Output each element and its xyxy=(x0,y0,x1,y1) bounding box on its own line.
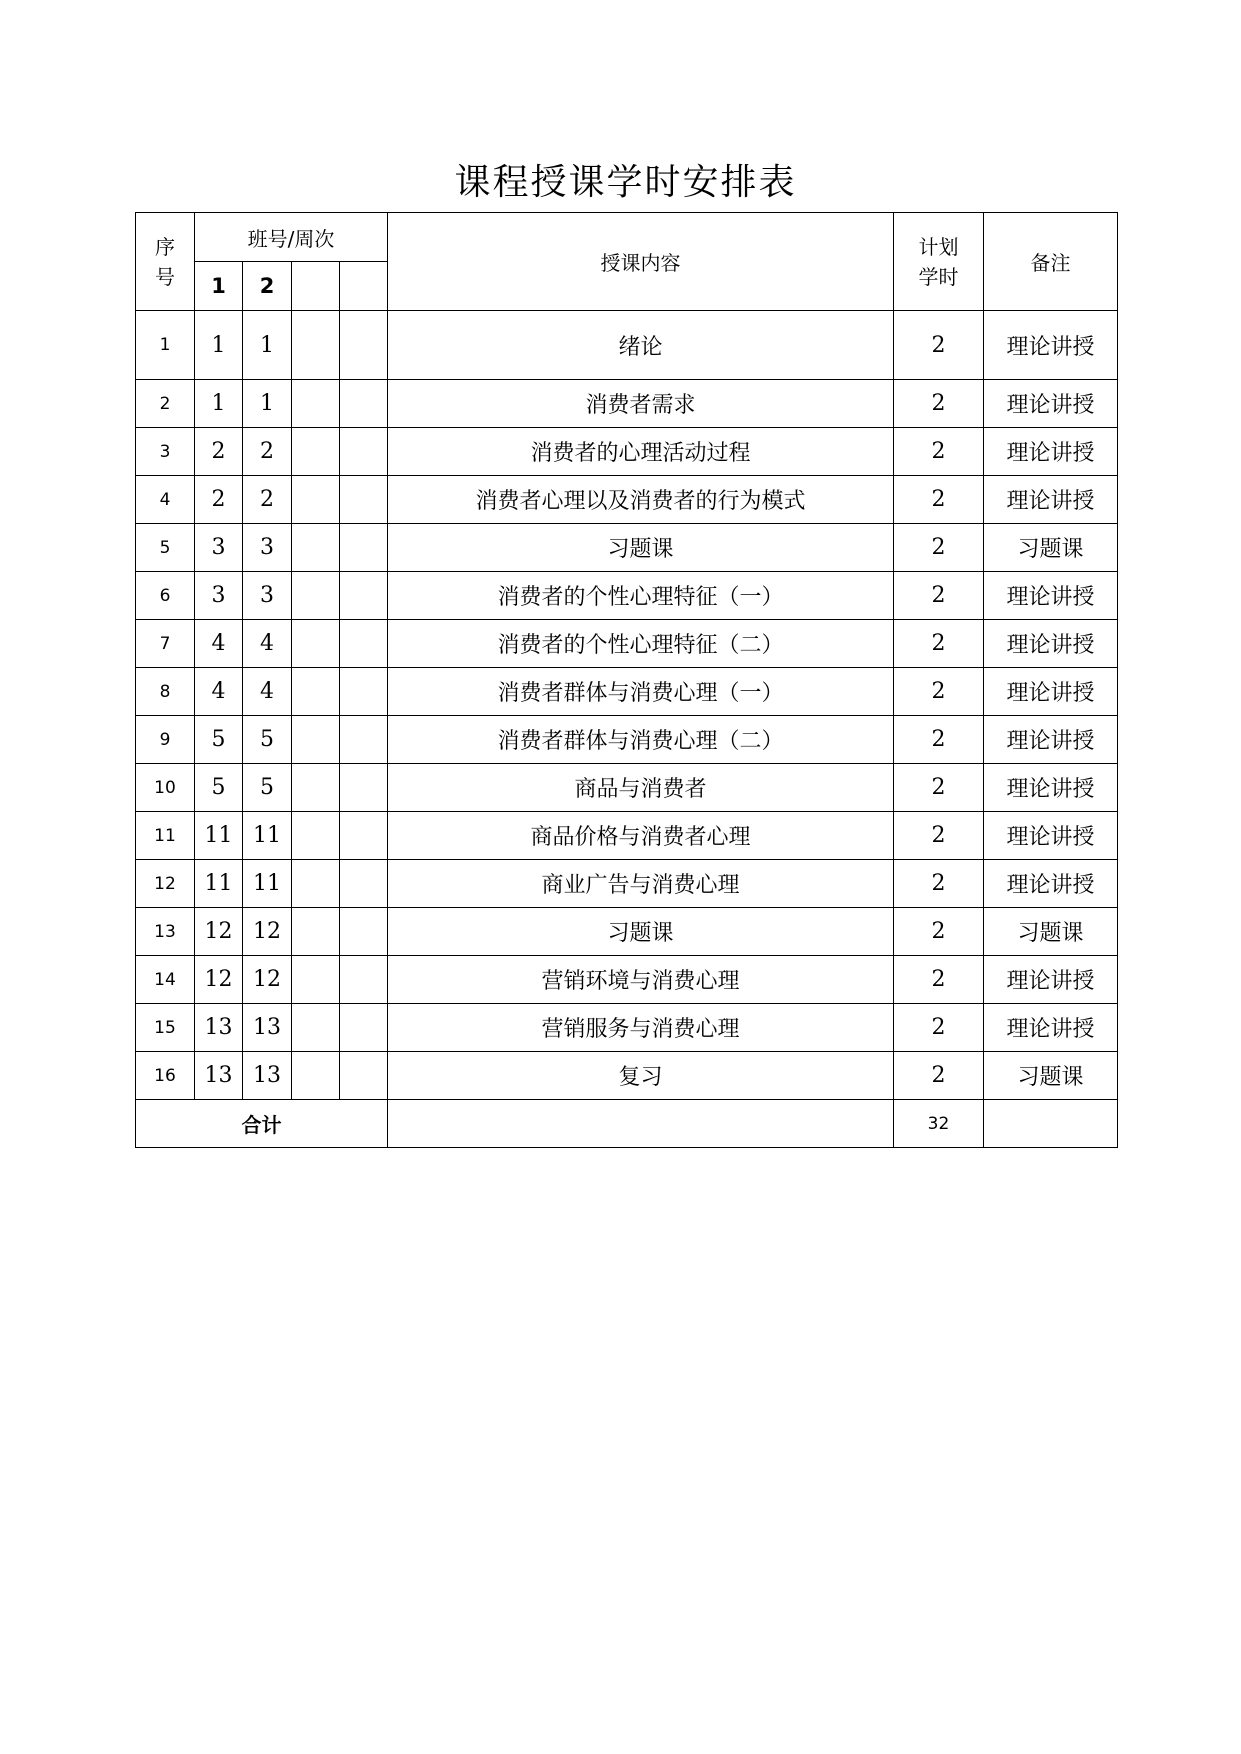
row-class-4 xyxy=(340,620,388,668)
row-class-3 xyxy=(292,764,340,812)
row-class-4 xyxy=(340,716,388,764)
total-hours: 32 xyxy=(894,1100,984,1148)
row-remark: 理论讲授 xyxy=(984,956,1118,1004)
header-hours xyxy=(894,213,984,311)
row-hours: 2 xyxy=(894,1004,984,1052)
row-class-1: 2 xyxy=(195,476,243,524)
row-seq: 16 xyxy=(136,1052,195,1100)
row-remark: 习题课 xyxy=(984,1052,1118,1100)
header-hours-top: 计划 xyxy=(918,234,959,259)
row-seq: 11 xyxy=(136,812,195,860)
row-hours: 2 xyxy=(894,764,984,812)
row-class-3 xyxy=(292,524,340,572)
row-class-3 xyxy=(292,908,340,956)
table-row xyxy=(136,1004,1118,1052)
row-class-4 xyxy=(340,908,388,956)
row-hours: 2 xyxy=(894,380,984,428)
row-seq: 14 xyxy=(136,956,195,1004)
header-content: 授课内容 xyxy=(388,213,894,311)
header-class-week: 班号/周次 xyxy=(195,213,388,262)
row-seq: 15 xyxy=(136,1004,195,1052)
row-remark: 理论讲授 xyxy=(984,428,1118,476)
row-content: 营销环境与消费心理 xyxy=(388,956,894,1004)
row-class-2: 1 xyxy=(243,311,292,380)
row-class-1: 4 xyxy=(195,668,243,716)
table-row xyxy=(136,572,1118,620)
table-row xyxy=(136,668,1118,716)
header-class-4 xyxy=(340,262,388,311)
row-content: 商品与消费者 xyxy=(388,764,894,812)
row-seq: 8 xyxy=(136,668,195,716)
page-title: 课程授课学时安排表 xyxy=(454,162,797,203)
row-class-4 xyxy=(340,380,388,428)
row-class-1: 2 xyxy=(195,428,243,476)
row-class-3 xyxy=(292,620,340,668)
row-class-4 xyxy=(340,311,388,380)
row-class-3 xyxy=(292,380,340,428)
header-row xyxy=(136,213,1118,262)
row-class-4 xyxy=(340,1052,388,1100)
row-class-2: 5 xyxy=(243,716,292,764)
total-label: 合计 xyxy=(136,1100,388,1148)
row-class-3 xyxy=(292,812,340,860)
header-class-3 xyxy=(292,262,340,311)
row-seq: 9 xyxy=(136,716,195,764)
row-class-4 xyxy=(340,764,388,812)
row-content: 习题课 xyxy=(388,908,894,956)
row-content: 习题课 xyxy=(388,524,894,572)
row-hours: 2 xyxy=(894,476,984,524)
row-class-2: 13 xyxy=(243,1004,292,1052)
row-seq: 4 xyxy=(136,476,195,524)
row-remark: 理论讲授 xyxy=(984,476,1118,524)
table-row xyxy=(136,812,1118,860)
row-class-4 xyxy=(340,572,388,620)
row-content: 消费者的心理活动过程 xyxy=(388,428,894,476)
row-class-1: 5 xyxy=(195,764,243,812)
row-content: 消费者心理以及消费者的行为模式 xyxy=(388,476,894,524)
row-class-2: 3 xyxy=(243,524,292,572)
row-content: 消费者的个性心理特征（二） xyxy=(388,620,894,668)
row-class-3 xyxy=(292,668,340,716)
row-class-2: 12 xyxy=(243,956,292,1004)
row-class-3 xyxy=(292,716,340,764)
row-class-2: 4 xyxy=(243,668,292,716)
row-remark: 理论讲授 xyxy=(984,620,1118,668)
schedule-table xyxy=(135,212,1118,1148)
header-class-2: 2 xyxy=(243,262,292,311)
row-class-4 xyxy=(340,428,388,476)
row-hours: 2 xyxy=(894,524,984,572)
table-row xyxy=(136,908,1118,956)
header-class-1: 1 xyxy=(195,262,243,311)
row-remark: 理论讲授 xyxy=(984,764,1118,812)
row-hours: 2 xyxy=(894,716,984,764)
row-class-3 xyxy=(292,311,340,380)
row-hours: 2 xyxy=(894,620,984,668)
row-class-2: 11 xyxy=(243,812,292,860)
row-hours: 2 xyxy=(894,668,984,716)
table-row xyxy=(136,380,1118,428)
row-seq: 12 xyxy=(136,860,195,908)
row-content: 消费者的个性心理特征（一） xyxy=(388,572,894,620)
row-class-3 xyxy=(292,860,340,908)
table-row xyxy=(136,956,1118,1004)
table-row xyxy=(136,524,1118,572)
row-remark: 理论讲授 xyxy=(984,812,1118,860)
row-class-3 xyxy=(292,476,340,524)
row-hours: 2 xyxy=(894,956,984,1004)
row-seq: 6 xyxy=(136,572,195,620)
row-hours: 2 xyxy=(894,572,984,620)
row-class-2: 11 xyxy=(243,860,292,908)
row-class-4 xyxy=(340,812,388,860)
row-content: 消费者群体与消费心理（一） xyxy=(388,668,894,716)
row-remark: 习题课 xyxy=(984,524,1118,572)
table-row xyxy=(136,860,1118,908)
row-class-3 xyxy=(292,428,340,476)
row-class-4 xyxy=(340,524,388,572)
row-hours: 2 xyxy=(894,908,984,956)
row-class-1: 13 xyxy=(195,1052,243,1100)
row-class-4 xyxy=(340,668,388,716)
row-class-4 xyxy=(340,860,388,908)
row-remark: 理论讲授 xyxy=(984,860,1118,908)
row-hours: 2 xyxy=(894,812,984,860)
row-content: 消费者群体与消费心理（二） xyxy=(388,716,894,764)
row-seq: 2 xyxy=(136,380,195,428)
header-seq-top: 序 xyxy=(155,234,175,259)
row-class-2: 1 xyxy=(243,380,292,428)
row-class-1: 3 xyxy=(195,524,243,572)
table-row xyxy=(136,311,1118,380)
header-hours-bottom: 学时 xyxy=(918,264,959,289)
row-remark: 理论讲授 xyxy=(984,668,1118,716)
row-class-2: 2 xyxy=(243,476,292,524)
header-remark: 备注 xyxy=(984,213,1118,311)
row-hours: 2 xyxy=(894,860,984,908)
row-class-2: 2 xyxy=(243,428,292,476)
row-class-3 xyxy=(292,1004,340,1052)
row-class-1: 5 xyxy=(195,716,243,764)
row-content: 消费者需求 xyxy=(388,380,894,428)
row-class-3 xyxy=(292,572,340,620)
row-class-1: 3 xyxy=(195,572,243,620)
row-remark: 理论讲授 xyxy=(984,311,1118,380)
row-remark: 习题课 xyxy=(984,908,1118,956)
table-row xyxy=(136,428,1118,476)
row-hours: 2 xyxy=(894,1052,984,1100)
row-class-4 xyxy=(340,476,388,524)
row-class-1: 11 xyxy=(195,812,243,860)
row-class-2: 3 xyxy=(243,572,292,620)
row-class-2: 4 xyxy=(243,620,292,668)
row-remark: 理论讲授 xyxy=(984,716,1118,764)
row-class-1: 13 xyxy=(195,1004,243,1052)
table-row xyxy=(136,764,1118,812)
row-remark: 理论讲授 xyxy=(984,572,1118,620)
header-seq-bottom: 号 xyxy=(155,264,175,289)
table-row xyxy=(136,716,1118,764)
row-seq: 10 xyxy=(136,764,195,812)
row-class-3 xyxy=(292,1052,340,1100)
row-content: 商业广告与消费心理 xyxy=(388,860,894,908)
row-class-2: 12 xyxy=(243,908,292,956)
row-class-2: 13 xyxy=(243,1052,292,1100)
row-class-3 xyxy=(292,956,340,1004)
total-remark xyxy=(984,1100,1118,1148)
row-class-1: 1 xyxy=(195,311,243,380)
table-row xyxy=(136,620,1118,668)
row-class-4 xyxy=(340,1004,388,1052)
table-row xyxy=(136,476,1118,524)
row-class-2: 5 xyxy=(243,764,292,812)
row-hours: 2 xyxy=(894,428,984,476)
row-seq: 1 xyxy=(136,311,195,380)
row-seq: 13 xyxy=(136,908,195,956)
row-class-1: 12 xyxy=(195,908,243,956)
row-content: 商品价格与消费者心理 xyxy=(388,812,894,860)
row-content: 复习 xyxy=(388,1052,894,1100)
row-seq: 7 xyxy=(136,620,195,668)
header-seq xyxy=(136,213,195,311)
row-class-1: 4 xyxy=(195,620,243,668)
row-class-1: 11 xyxy=(195,860,243,908)
row-seq: 5 xyxy=(136,524,195,572)
total-row xyxy=(136,1100,1118,1148)
table-row xyxy=(136,1052,1118,1100)
row-remark: 理论讲授 xyxy=(984,1004,1118,1052)
row-content: 绪论 xyxy=(388,311,894,380)
row-class-4 xyxy=(340,956,388,1004)
total-content xyxy=(388,1100,894,1148)
row-hours: 2 xyxy=(894,311,984,380)
row-class-1: 1 xyxy=(195,380,243,428)
row-content: 营销服务与消费心理 xyxy=(388,1004,894,1052)
row-seq: 3 xyxy=(136,428,195,476)
row-class-1: 12 xyxy=(195,956,243,1004)
row-remark: 理论讲授 xyxy=(984,380,1118,428)
